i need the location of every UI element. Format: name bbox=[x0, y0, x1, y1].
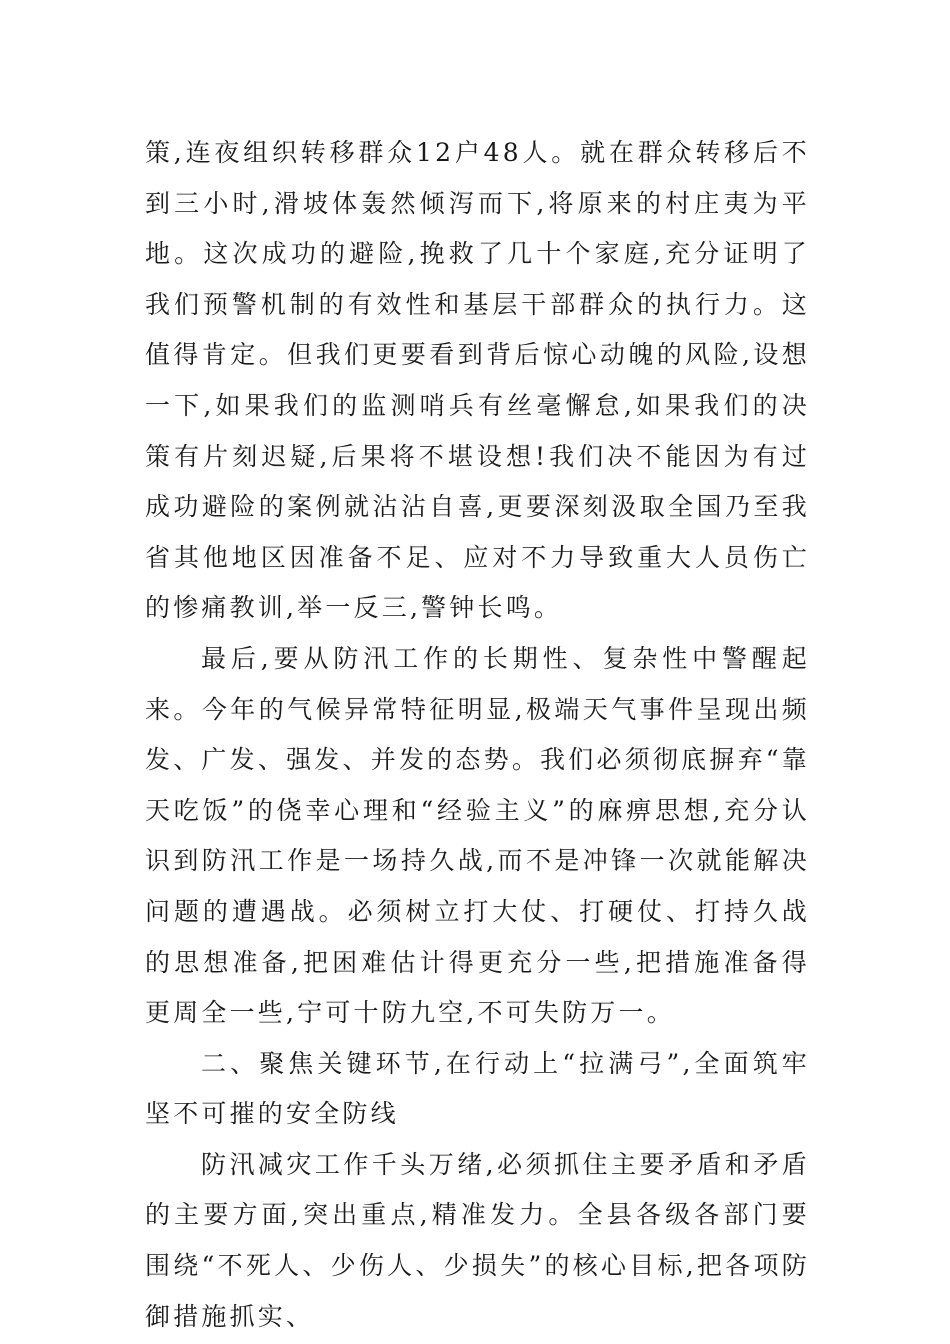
document-page bbox=[145, 128, 810, 1342]
section-heading: 二、聚焦关键环节,在行动上“拉满弓”,全面筑牢坚不可摧的安全防线 bbox=[145, 1048, 810, 1129]
paragraph-2: 最后,要从防汛工作的长期性、复杂性中警醒起来。今年的气候异常特征明显,极端天气事件呈现出频发、广发、强发、并发的态势。我们必须彻底摒弃“靠天吃饭”的侥幸心理和“经验主义”的麻痹思想,充分认识到防汛工作是一场持久战,而不是冲锋一次就能解决问题的遭遇战。必须树立打大仗、打硬仗、打持久战的思想准备,把困难估计得更充分一些,把措施准备得更周全一些,宁可十防九空,不可失防万一。 bbox=[145, 643, 810, 1028]
paragraph-1: 策,连夜组织转移群众12户48人。就在群众转移后不到三小时,滑坡体轰然倾泻而下,将原来的村庄夷为平地。这次成功的避险,挽救了几十个家庭,充分证明了我们预警机制的有效性和基层干部群众的执行力。这值得肯定。但我们更要看到背后惊心动魄的风险,设想一下,如果我们的监测哨兵有丝毫懈怠,如果我们的决策有片刻迟疑,后果将不堪设想!我们决不能因为有过成功避险的案例就沾沾自喜,更要深刻汲取全国乃至我省其他地区因准备不足、应对不力导致重大人员伤亡的惨痛教训,举一反三,警钟长鸣。 bbox=[145, 138, 810, 623]
paragraph-3: 防汛减灾工作千头万绪,必须抓住主要矛盾和矛盾的主要方面,突出重点,精准发力。全县各级各部门要围绕“不死人、少伤人、少损失”的核心目标,把各项防御措施抓实、 bbox=[145, 1149, 810, 1331]
